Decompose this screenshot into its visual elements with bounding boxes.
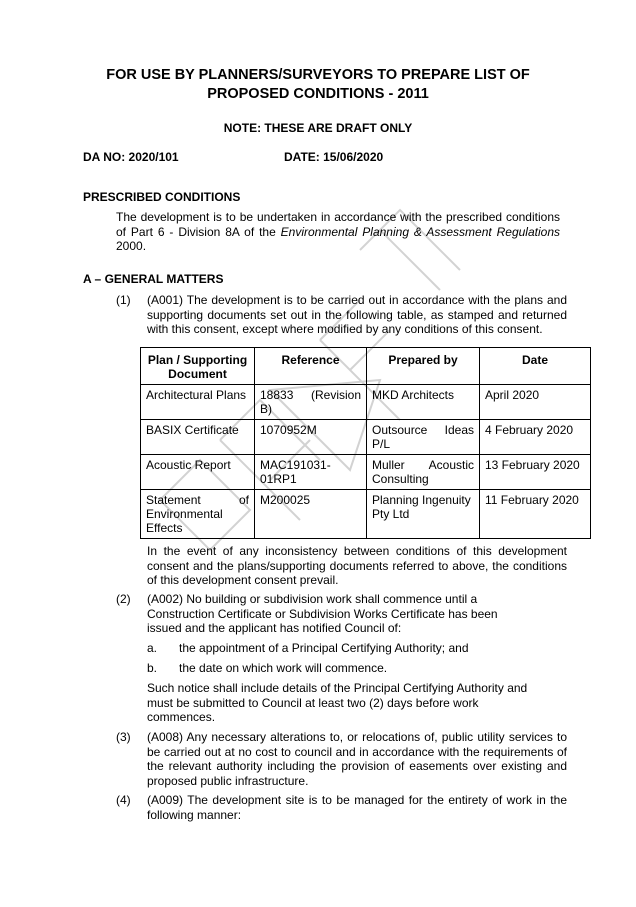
condition-3-text: (A008) Any necessary alterations to, or relocations of, public utility services to be carried out at no cost to council and in accordance with the requirements of the relevant authority including the provision of easements over existing and proposed public infrastructure. (147, 730, 567, 788)
table-cell: Muller Acoustic Consulting (367, 455, 480, 490)
da-number: DA NO: 2020/101 (83, 150, 179, 164)
plans-table (140, 347, 591, 539)
column-header: Reference (255, 348, 367, 385)
table-cell: MAC191031-01RP1 (255, 455, 367, 490)
column-header: Prepared by (367, 348, 480, 385)
condition-4-text: (A009) The development site is to be managed for the entirety of work in the following manner: (147, 793, 567, 822)
table-row (141, 455, 591, 490)
general-matters-heading: A – GENERAL MATTERS (83, 272, 224, 286)
condition-1-after-text: In the event of any inconsistency between conditions of this development consent and the plans/supporting documents referred to above, the conditions of this development consent prevail. (147, 544, 567, 587)
condition-2-item-a-text: the appointment of a Principal Certifying Authority; and (179, 641, 469, 655)
table-cell: 18833 (Revision B) (255, 385, 367, 420)
title-line-1: FOR USE BY PLANNERS/SURVEYORS TO PREPARE LIST OF (106, 67, 530, 83)
table-row (141, 490, 591, 539)
condition-3-number: (3) (116, 730, 131, 744)
prescribed-text-a: The development is to be undertaken in accordance with the prescribed conditions of Part 6 - Division 8A of the (116, 210, 560, 239)
column-header: Plan / Supporting Document (141, 348, 255, 385)
condition-4-number: (4) (116, 793, 131, 807)
prescribed-text-b: 2000. (116, 239, 147, 253)
table-cell: M200025 (255, 490, 367, 539)
condition-2-item-a-label: a. (147, 641, 158, 655)
table-cell: 4 February 2020 (480, 420, 591, 455)
condition-1-number: (1) (116, 293, 131, 307)
da-date: DATE: 15/06/2020 (284, 150, 384, 164)
draft-note: NOTE: THESE ARE DRAFT ONLY (223, 121, 413, 135)
table-cell: Statement of Environmental Effects (141, 490, 255, 539)
table-row (141, 385, 591, 420)
condition-1-text: (A001) The development is to be carried out in accordance with the plans and supporting documents set out in the following table, as stamped and returned with this consent, except where modified by any conditions of this consent. (147, 293, 567, 336)
condition-2-text: (A002) No building or subdivision work shall commence until a Construction Certificate or Subdivision Works Certificate has been issued and the applicant has notified Council of: (147, 592, 498, 635)
condition-2-item-b-label: b. (147, 661, 158, 675)
table-cell: 11 February 2020 (480, 490, 591, 539)
table-cell: April 2020 (480, 385, 591, 420)
condition-2-number: (2) (116, 592, 131, 606)
prescribed-regulation-title: Environmental Planning & Assessment Regulations (280, 224, 560, 239)
table-cell: Planning Ingenuity Pty Ltd (367, 490, 480, 539)
table-cell: Architectural Plans (141, 385, 255, 420)
table-row (141, 420, 591, 455)
table-cell: Acoustic Report (141, 455, 255, 490)
title-line-2: PROPOSED CONDITIONS - 2011 (207, 86, 429, 102)
condition-2-after-text: Such notice shall include details of the Principal Certifying Authority and must be submitted to Council at least two (2) days before work commences. (147, 681, 528, 724)
table-cell: Outsource Ideas P/L (367, 420, 480, 455)
page-title (0, 66, 636, 104)
table-cell: 1070952M (255, 420, 367, 455)
column-header: Date (480, 348, 591, 385)
table-cell: BASIX Certificate (141, 420, 255, 455)
prescribed-heading: PRESCRIBED CONDITIONS (83, 190, 241, 204)
table-header-row (141, 348, 591, 385)
table-cell: MKD Architects (367, 385, 480, 420)
condition-2-item-b-text: the date on which work will commence. (179, 661, 388, 675)
table-cell: 13 February 2020 (480, 455, 591, 490)
prescribed-text (116, 210, 560, 254)
